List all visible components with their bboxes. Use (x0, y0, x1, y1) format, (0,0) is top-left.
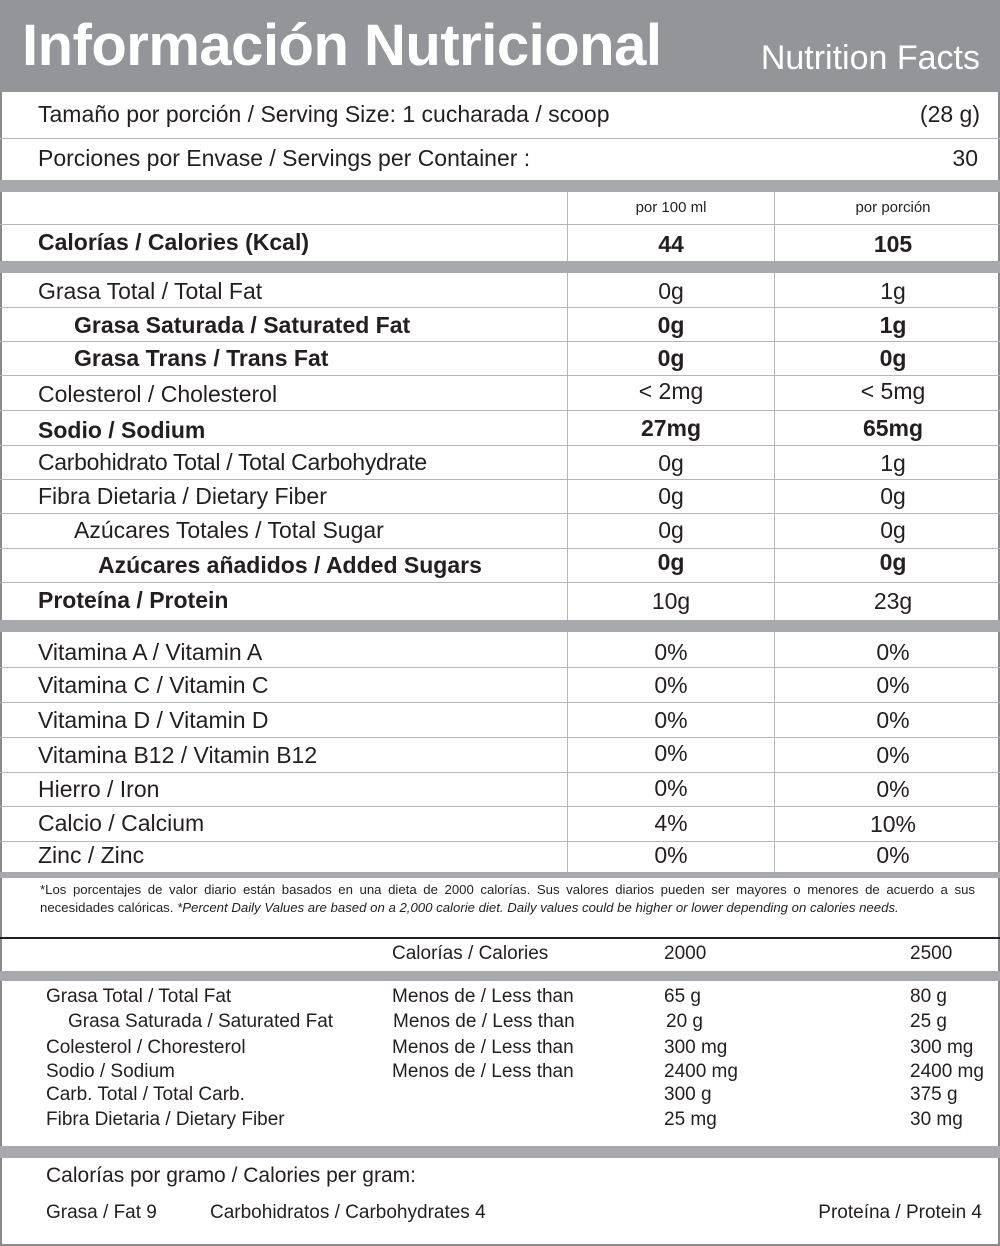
nutrient-label: Proteína / Protein (38, 587, 229, 613)
vitamin-label: Vitamina B12 / Vitamin B12 (38, 742, 318, 768)
table-row (0, 807, 1000, 841)
nutrient-label: Carbohidrato Total / Total Carbohydrate (38, 449, 427, 475)
vitamin-per-100: 0% (654, 842, 688, 868)
nutrient-per-100: 10g (651, 588, 691, 614)
footnote-english: *Percent Daily Values are based on a 2,000 calorie diet. Daily values could be higher or lower depending on calories needs. (177, 900, 899, 915)
dv-qualifier: Menos de / Less than (392, 1061, 574, 1082)
vitamin-label: Calcio / Calcium (38, 810, 205, 836)
table-row (0, 986, 1000, 1011)
dv-value-2000: 65 g (664, 986, 701, 1007)
vitamin-label: Vitamina C / Vitamin C (38, 672, 269, 698)
vitamin-per-serving: 0% (876, 707, 910, 733)
table-row (0, 1011, 1000, 1036)
nutrient-per-serving: 1g (880, 450, 906, 476)
vitamin-per-serving: 0% (876, 842, 910, 868)
vitamin-per-100: 0% (654, 775, 688, 801)
serving-size-label: Tamaño por porción / Serving Size: 1 cucharada / scoop (38, 101, 610, 127)
vitamin-label: Hierro / Iron (38, 776, 160, 802)
title-spanish: Información Nutricional (22, 13, 662, 78)
calories-per-gram-title: Calorías por gramo / Calories per gram: (46, 1164, 416, 1187)
nutrient-per-serving: < 5mg (860, 378, 926, 404)
nutrient-per-serving: 0g (880, 517, 906, 543)
section-bar (0, 261, 1000, 273)
nutrient-label: Fibra Dietaria / Dietary Fiber (38, 483, 327, 509)
nutrient-label: Azúcares añadidos / Added Sugars (98, 552, 482, 578)
table-row (0, 376, 1000, 410)
table-row (0, 274, 1000, 307)
column-separator (567, 273, 568, 620)
daily-value-footnote (40, 881, 975, 917)
table-row (0, 633, 1000, 667)
vitamin-per-serving: 0% (876, 672, 910, 698)
table-row (0, 514, 1000, 548)
vitamin-per-100: 0% (654, 639, 688, 665)
nutrient-per-100: 0g (658, 278, 684, 304)
nutrient-per-serving: 0g (879, 345, 907, 371)
calories-per-serving: 105 (873, 231, 913, 257)
table-row (0, 411, 1000, 445)
table-row (0, 1109, 1000, 1134)
nutrient-per-serving: 1g (879, 312, 907, 338)
calories-label: Calorías / Calories (Kcal) (38, 229, 309, 255)
nutrient-per-100: 0g (657, 345, 685, 371)
vitamin-per-100: 0% (654, 707, 688, 733)
dv-col-2000: 2000 (664, 943, 707, 964)
nutrient-per-serving: 0g (880, 483, 906, 509)
nutrient-per-100: < 2mg (638, 378, 704, 404)
table-row (0, 480, 1000, 513)
column-per-100: por 100 ml (635, 199, 707, 216)
dv-value-2500: 375 g (910, 1084, 958, 1105)
table-row (0, 842, 1000, 872)
calories-per-100: 44 (658, 231, 684, 257)
calories-per-gram-carbs: Carbohidratos / Carbohydrates 4 (210, 1202, 486, 1223)
dv-calories-label: Calorías / Calories (392, 943, 549, 964)
vitamin-per-100: 0% (654, 672, 688, 698)
nutrient-per-serving: 0g (879, 549, 907, 575)
dv-value-2500: 300 mg (910, 1037, 974, 1058)
nutrient-label: Grasa Trans / Trans Fat (74, 345, 329, 371)
vitamin-per-100: 0% (654, 740, 688, 766)
table-row (0, 446, 1000, 479)
vitamin-label: Zinc / Zinc (38, 842, 145, 868)
dv-value-2000: 300 mg (664, 1037, 728, 1058)
nutrient-label: Colesterol / Cholesterol (38, 381, 278, 407)
nutrient-per-serving: 1g (880, 278, 906, 304)
dv-qualifier: Menos de / Less than (393, 1011, 575, 1032)
column-header-row (0, 192, 1000, 224)
dv-value-2500: 25 g (910, 1011, 947, 1032)
servings-per-container-value: 30 (952, 145, 978, 171)
nutrient-label: Grasa Saturada / Saturated Fat (74, 312, 411, 338)
nutrient-label: Sodio / Sodium (38, 417, 206, 443)
vitamin-per-serving: 0% (876, 742, 910, 768)
dv-value-2000: 300 g (664, 1084, 712, 1105)
dv-label: Fibra Dietaria / Dietary Fiber (46, 1109, 285, 1130)
nutrient-per-serving: 65mg (862, 415, 924, 441)
column-separator (567, 192, 568, 261)
calories-row (0, 225, 1000, 261)
section-bar (0, 872, 1000, 878)
table-row (0, 1037, 1000, 1062)
table-row (0, 549, 1000, 582)
nutrient-per-100: 0g (657, 312, 685, 338)
dv-label: Colesterol / Choresterol (46, 1037, 246, 1058)
column-separator (774, 192, 775, 261)
nutrient-per-serving: 23g (873, 588, 913, 614)
nutrient-per-100: 0g (657, 549, 685, 575)
dv-value-2000: 2400 mg (664, 1061, 738, 1082)
table-row (0, 308, 1000, 341)
nutrient-label: Azúcares Totales / Total Sugar (74, 517, 384, 543)
column-separator (567, 632, 568, 872)
calories-per-gram-protein: Proteína / Protein 4 (818, 1202, 982, 1223)
section-bar (0, 971, 1000, 981)
nutrient-per-100: 0g (658, 450, 684, 476)
nutrient-label: Grasa Total / Total Fat (38, 278, 263, 304)
divider (0, 937, 1000, 939)
servings-per-container-row (0, 139, 1000, 179)
footnote-spanish: *Los porcentajes de valor diario están basados en una dieta de 2000 calorías. Sus valores diarios pueden ser mayores o menores de acuerdo a sus necesidades calóricas. (40, 882, 975, 915)
nutrient-per-100: 27mg (640, 415, 702, 441)
label-header (0, 0, 1000, 92)
table-row (0, 342, 1000, 375)
section-bar (0, 620, 1000, 632)
daily-values-header (0, 940, 1000, 970)
table-row (0, 1061, 1000, 1086)
nutrient-per-100: 0g (658, 517, 684, 543)
table-row (0, 738, 1000, 772)
column-separator (774, 632, 775, 872)
column-separator (774, 273, 775, 620)
dv-label: Carb. Total / Total Carb. (46, 1084, 245, 1105)
vitamin-label: Vitamina D / Vitamin D (38, 707, 269, 733)
table-row (0, 773, 1000, 806)
dv-value-2500: 2400 mg (910, 1061, 984, 1082)
calories-per-gram-section (0, 1162, 1000, 1242)
section-bar (0, 1146, 1000, 1158)
dv-col-2500: 2500 (910, 943, 953, 964)
dv-label: Grasa Total / Total Fat (46, 986, 232, 1007)
calories-per-gram-fat: Grasa / Fat 9 (46, 1202, 157, 1223)
dv-label: Sodio / Sodium (46, 1061, 175, 1082)
dv-label: Grasa Saturada / Saturated Fat (68, 1011, 334, 1032)
vitamin-per-serving: 0% (876, 639, 910, 665)
dv-value-2500: 80 g (910, 986, 947, 1007)
title-english: Nutrition Facts (760, 39, 980, 77)
dv-qualifier: Menos de / Less than (392, 986, 574, 1007)
serving-size-value: (28 g) (919, 101, 980, 127)
nutrient-per-100: 0g (658, 483, 684, 509)
column-per-serving: por porción (855, 199, 931, 216)
dv-value-2000: 25 mg (664, 1109, 717, 1130)
dv-value-2000: 20 g (666, 1011, 703, 1032)
dv-value-2500: 30 mg (910, 1109, 963, 1130)
vitamin-label: Vitamina A / Vitamin A (38, 639, 263, 665)
table-row (0, 1084, 1000, 1109)
vitamin-per-100: 4% (654, 810, 688, 836)
table-row (0, 583, 1000, 619)
table-row (0, 703, 1000, 737)
serving-size-row (0, 92, 1000, 138)
vitamin-per-serving: 0% (876, 776, 910, 802)
table-row (0, 668, 1000, 702)
section-bar (0, 180, 1000, 192)
servings-per-container-label: Porciones por Envase / Servings per Container : (38, 145, 531, 171)
vitamin-per-serving: 10% (869, 811, 917, 837)
dv-qualifier: Menos de / Less than (392, 1037, 574, 1058)
